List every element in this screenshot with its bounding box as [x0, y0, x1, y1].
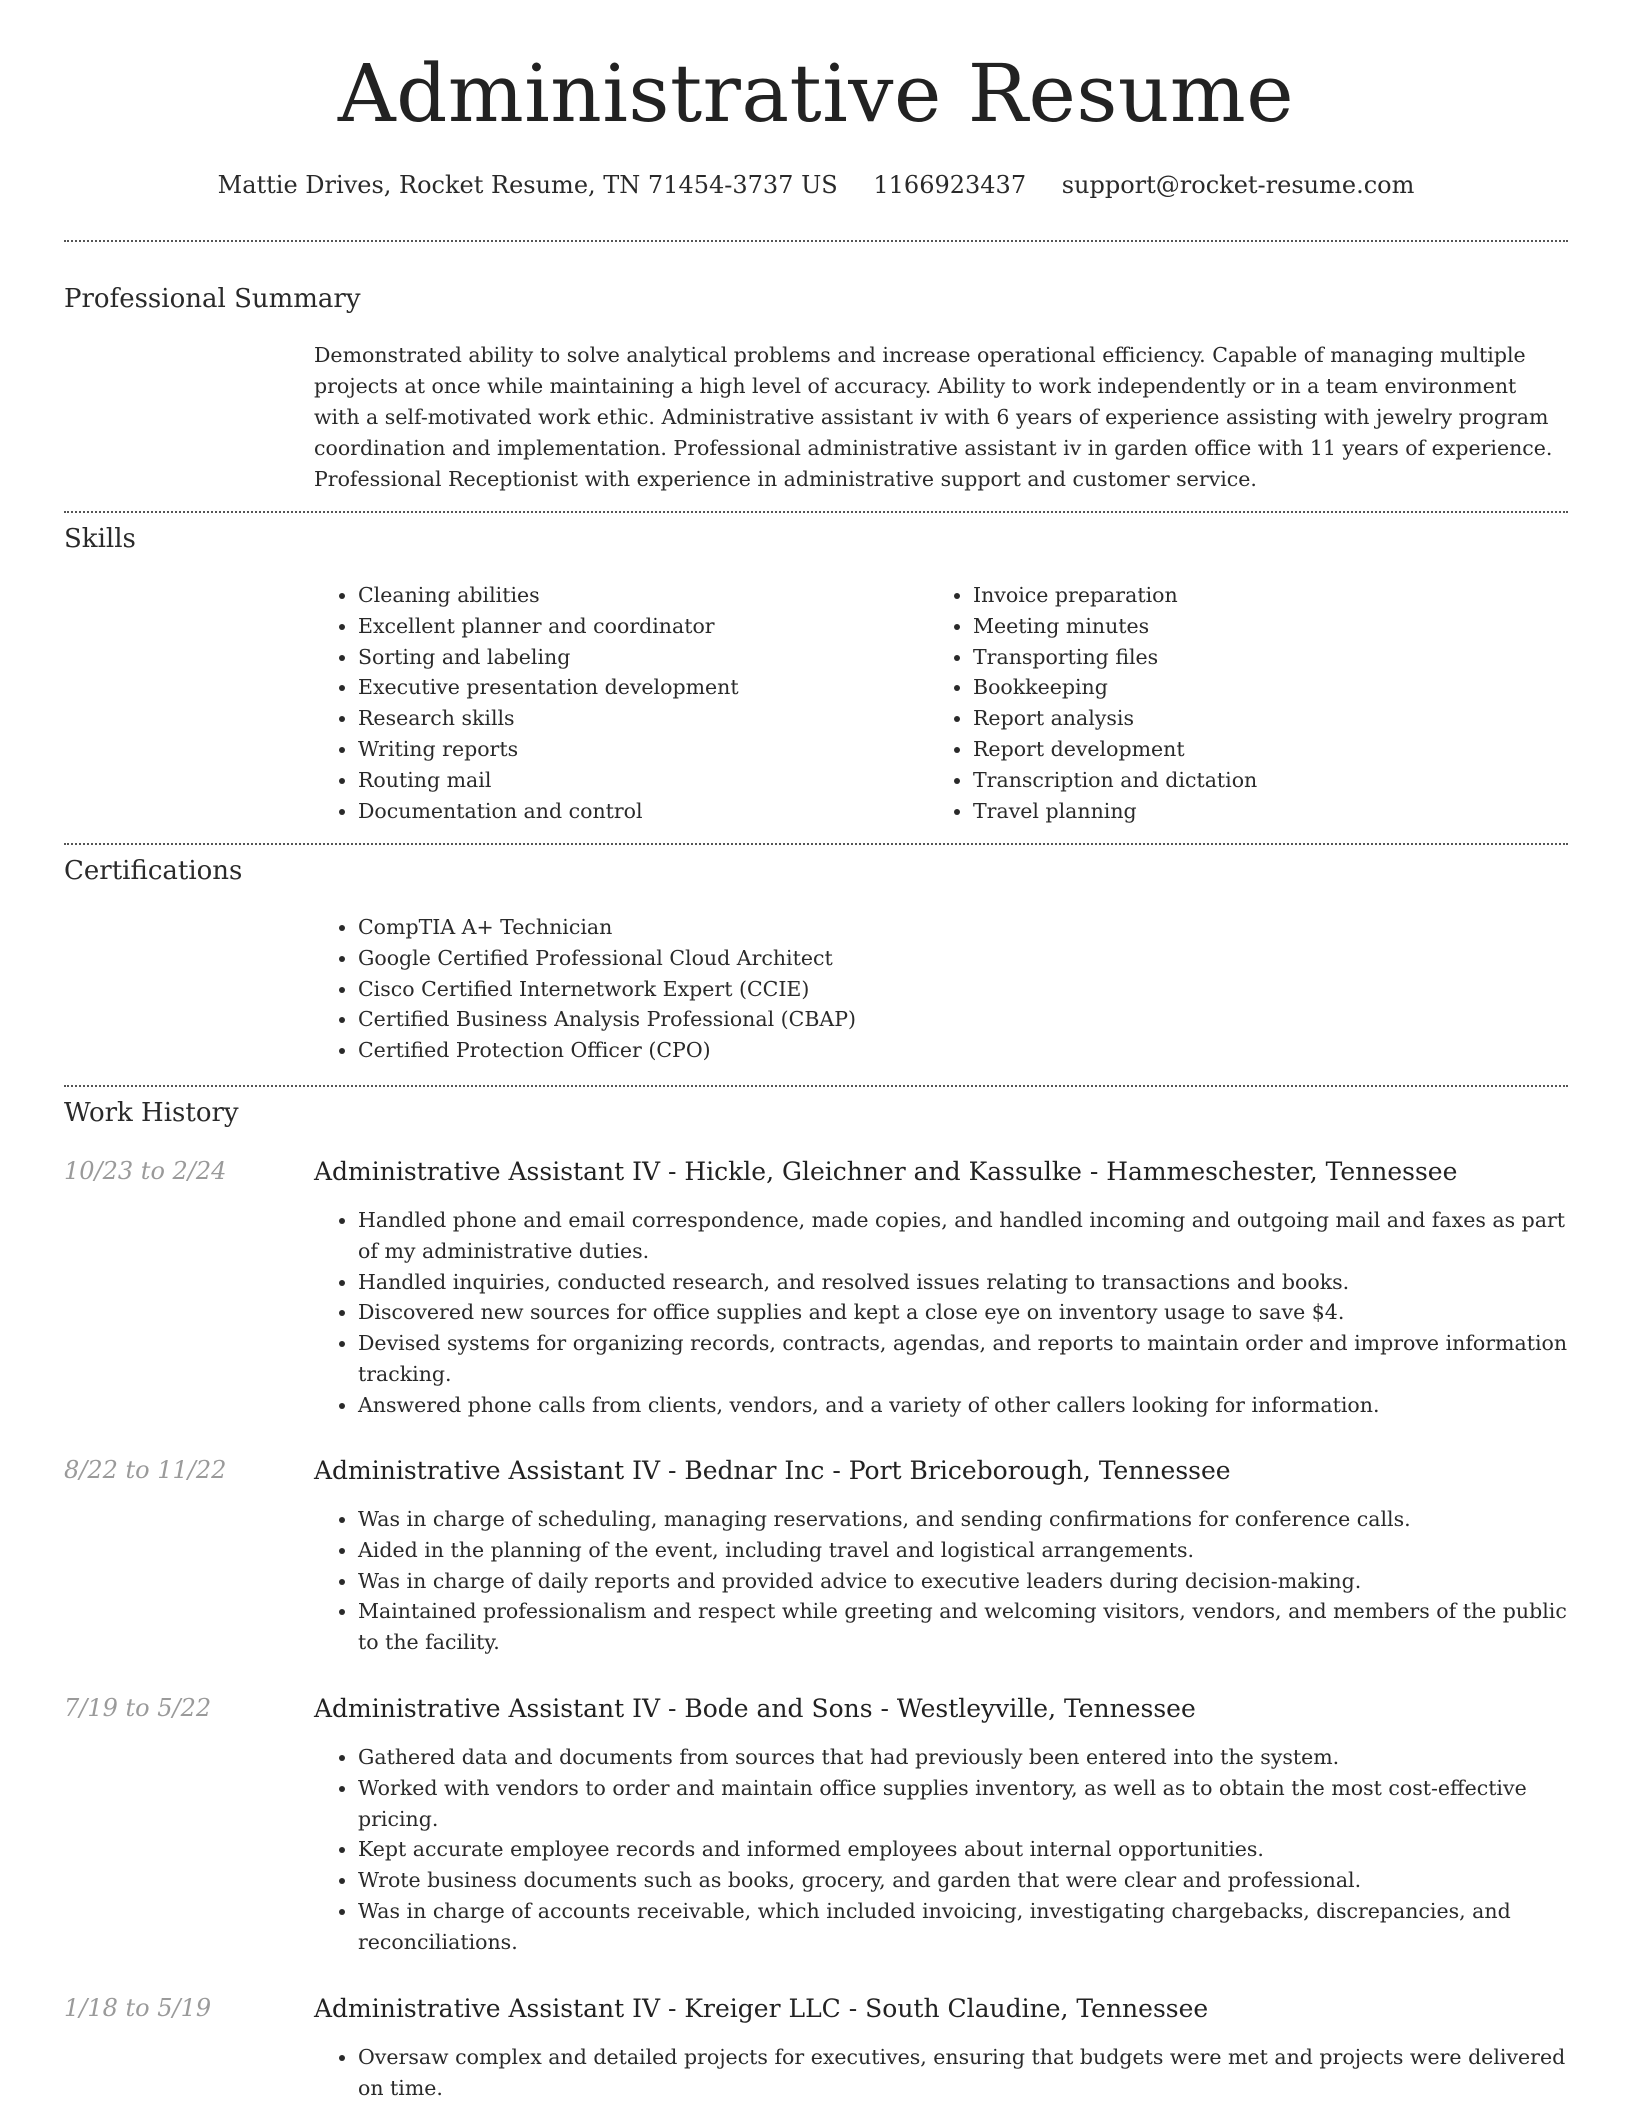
skill-item: • Sorting and labeling: [358, 642, 914, 673]
contact-line: [64, 170, 1568, 201]
skill-item: • Travel planning: [973, 796, 1529, 827]
job-dates: 10/23 to 2/24: [64, 1157, 227, 1185]
contact-phone: 1166923437: [873, 171, 1027, 199]
job-bullet: • Was in charge of accounts receivable, which included invoicing, investigating chargebacks, discrepancies, and reconciliations.: [358, 1896, 1568, 1958]
skill-item: • Writing reports: [358, 734, 914, 765]
certification-item: • Certified Business Analysis Professional (CBAP): [358, 1004, 1314, 1035]
job-bullet: • Wrote business documents such as books, grocery, and garden that were clear and professional.: [358, 1865, 1568, 1896]
job-bullet: • Devised systems for organizing records, contracts, agendas, and reports to maintain order and improve information tracking.: [358, 1328, 1568, 1390]
summary-text: Demonstrated ability to solve analytical problems and increase operational efficiency. Capable of managing multiple projects at once while maintaining a high level of accuracy. Ability to work independently or in a team environment with a self-motivated work ethic. Administrative assistant iv with 6 years of experience assisting with jewelry program coordination and implementation. Professional administrative assistant iv in garden office with 11 years of experience. Professional Receptionist with experience in administrative support and customer service.: [314, 343, 1553, 491]
skill-item: • Bookkeeping: [973, 672, 1529, 703]
job-bullet: • Answered phone calls from clients, vendors, and a variety of other callers looking for information.: [358, 1390, 1568, 1421]
job-dates: 1/18 to 5/19: [64, 1994, 212, 2022]
section-divider: [64, 1085, 1568, 1087]
certification-item: • Google Certified Professional Cloud Architect: [358, 943, 1314, 974]
job-bullets: [314, 1205, 1568, 1421]
contact-address: Mattie Drives, Rocket Resume, TN 71454-3737 US: [217, 171, 838, 199]
job-dates: 7/19 to 5/22: [64, 1694, 212, 1722]
job-bullet: • Oversaw complex and detailed projects for executives, ensuring that budgets were met and projects were delivered on time.: [358, 2042, 1568, 2104]
skill-item: • Routing mail: [358, 765, 914, 796]
skill-item: • Excellent planner and coordinator: [358, 611, 914, 642]
job-bullet: • Was in charge of daily reports and provided advice to executive leaders during decision-making.: [358, 1566, 1568, 1597]
resume-title: Administrative Resume: [337, 47, 1295, 140]
skill-item: • Transcription and dictation: [973, 765, 1529, 796]
skill-item: • Invoice preparation: [973, 580, 1529, 611]
section-divider: [64, 511, 1568, 513]
job-bullet: • Kept accurate employee records and informed employees about internal opportunities.: [358, 1834, 1568, 1865]
job-bullet: • Aided in the planning of the event, including travel and logistical arrangements.: [358, 1535, 1568, 1566]
job-bullet: • Maintained professionalism and respect while greeting and welcoming visitors, vendors, and members of the public to the facility.: [358, 1596, 1568, 1658]
skill-item: • Report analysis: [973, 703, 1529, 734]
skills-heading: Skills: [64, 524, 136, 554]
skill-item: • Transporting files: [973, 642, 1529, 673]
skills-column-left: [314, 580, 914, 826]
job-title: Administrative Assistant IV - Kreiger LLC - South Claudine, Tennessee: [314, 1994, 1209, 2023]
skill-item: • Executive presentation development: [358, 672, 914, 703]
certification-item: • Certified Protection Officer (CPO): [358, 1035, 1314, 1066]
certification-item: • CompTIA A+ Technician: [358, 912, 1314, 943]
job-bullet: • Was in charge of scheduling, managing reservations, and sending confirmations for conference calls.: [358, 1504, 1568, 1535]
summary-heading: Professional Summary: [64, 284, 361, 314]
section-divider: [64, 240, 1568, 242]
skills-column-right: [929, 580, 1529, 826]
job-title: Administrative Assistant IV - Hickle, Gleichner and Kassulke - Hammeschester, Tennessee: [314, 1157, 1458, 1186]
skill-item: • Documentation and control: [358, 796, 914, 827]
certification-item: • Cisco Certified Internetwork Expert (CCIE): [358, 974, 1314, 1005]
job-bullet: • Handled phone and email correspondence, made copies, and handled incoming and outgoing mail and faxes as part of my administrative duties.: [358, 1205, 1568, 1267]
work-history-heading: Work History: [64, 1098, 239, 1128]
skill-item: • Report development: [973, 734, 1529, 765]
job-bullets: [314, 1504, 1568, 1658]
job-bullet: • Discovered new sources for office supplies and kept a close eye on inventory usage to save $4.: [358, 1297, 1568, 1328]
job-bullet: • Handled inquiries, conducted research, and resolved issues relating to transactions and books.: [358, 1267, 1568, 1298]
job-bullets: [314, 1742, 1568, 1958]
job-dates: 8/22 to 11/22: [64, 1456, 227, 1484]
certifications-list: [314, 912, 1314, 1066]
section-divider: [64, 843, 1568, 845]
skill-item: • Cleaning abilities: [358, 580, 914, 611]
job-title: Administrative Assistant IV - Bode and Sons - Westleyville, Tennessee: [314, 1694, 1196, 1723]
job-bullet: • Worked with vendors to order and maintain office supplies inventory, as well as to obtain the most cost-effective pricing.: [358, 1773, 1568, 1835]
skill-item: • Meeting minutes: [973, 611, 1529, 642]
job-title: Administrative Assistant IV - Bednar Inc - Port Briceborough, Tennessee: [314, 1456, 1231, 1485]
certifications-heading: Certifications: [64, 856, 243, 886]
job-bullets: [314, 2042, 1568, 2104]
contact-email: support@rocket-resume.com: [1061, 171, 1415, 199]
job-bullet: • Gathered data and documents from sources that had previously been entered into the system.: [358, 1742, 1568, 1773]
skill-item: • Research skills: [358, 703, 914, 734]
